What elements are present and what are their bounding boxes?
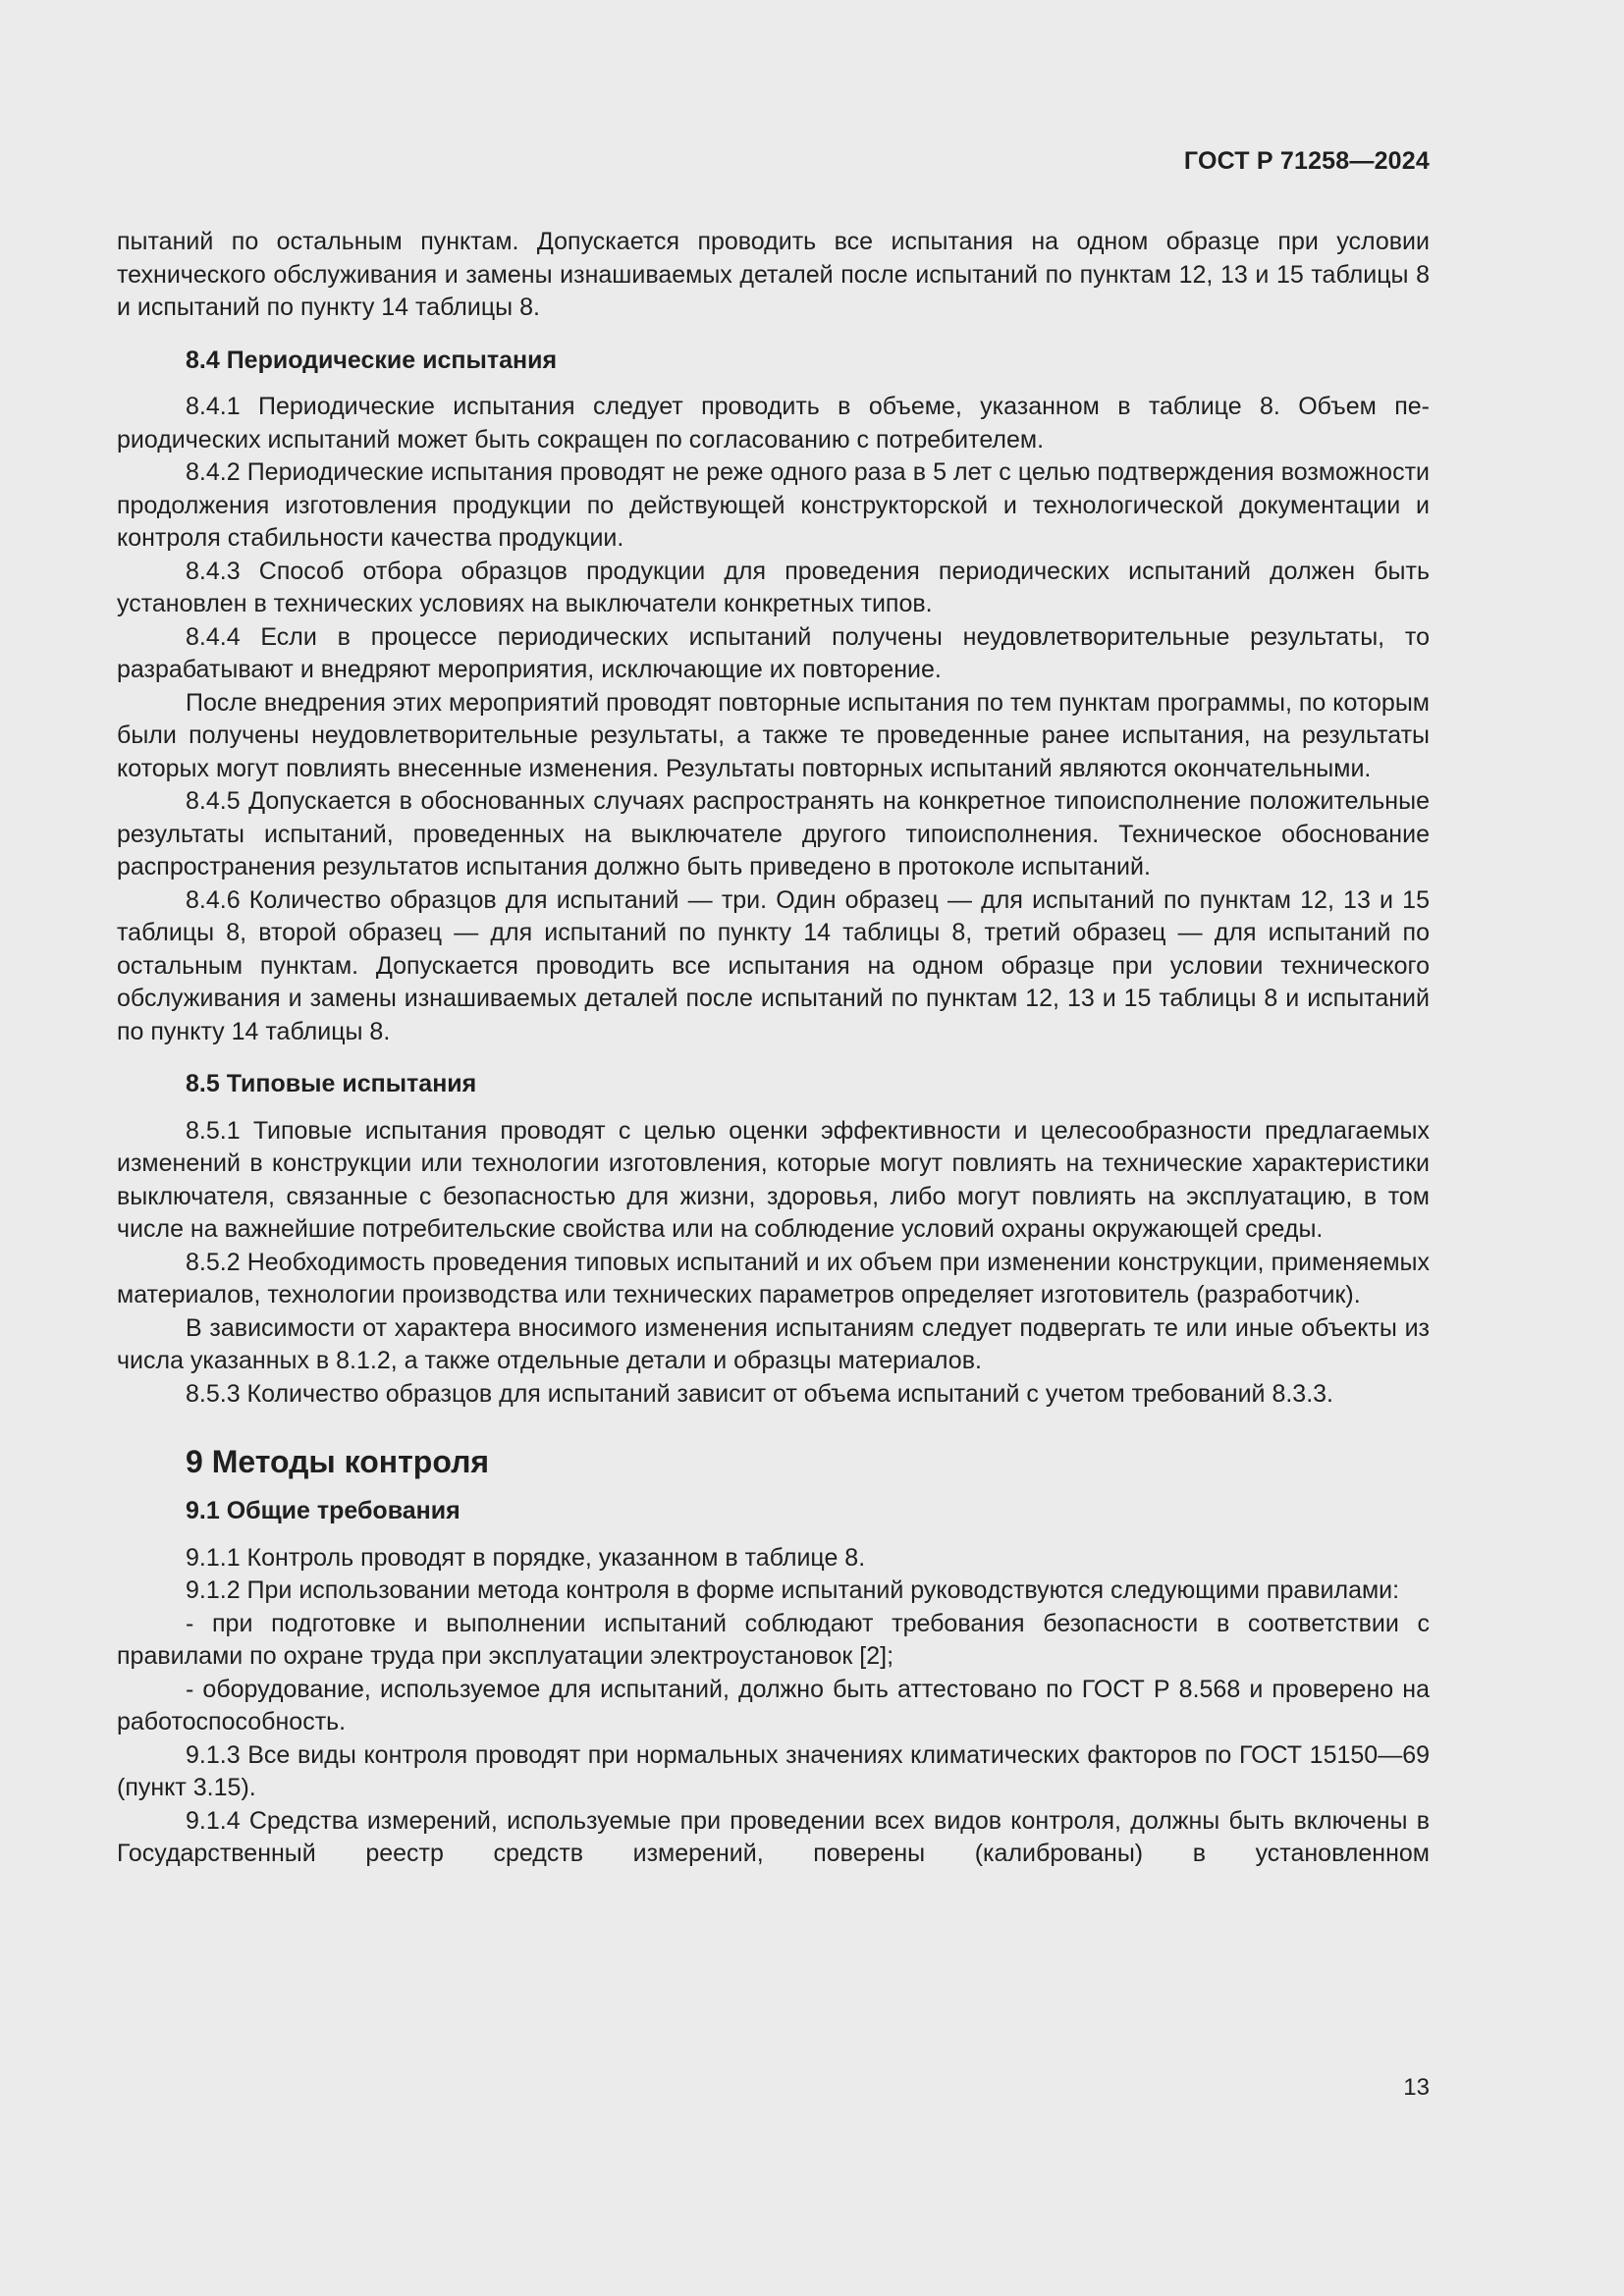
page-content	[117, 226, 1430, 1871]
paragraph-8-4-4-retest: После внедрения этих мероприятий проводят повторные испытания по тем пунктам программы, по которым были получены неудовлетворительные результаты, а также те проведенные ранее испытания, на результаты которых могут повлиять внесенные изменения. Результаты повторных испытаний являются окончательными.	[117, 688, 1430, 782]
paragraph-8-4-2: 8.4.2 Периодические испытания проводят не реже одного раза в 5 лет с целью подтверждения возможности продолжения изготовления продукции по действующей конструкторской и технологической документации и контроля стабильности качества продукции.	[117, 458, 1430, 552]
paragraph-8-5-2: 8.5.2 Необходимость проведения типовых испытаний и их объем при изменении конструкции, применяемых материалов, технологии производства или технических параметров определяет изготовитель (разработчик).	[117, 1248, 1430, 1308]
paragraph-9-1-3: 9.1.3 Все виды контроля проводят при нормальных значениях климатических факторов по ГОСТ 15150—69 (пункт 3.15).	[117, 1740, 1430, 1801]
list-item-safety: - при подготовке и выполнении испытаний соблюдают требования безопасности в соответствии с правилами по охране труда при эксплуатации электроустановок [2];	[117, 1609, 1430, 1670]
list-item-equipment: - оборудование, используемое для испытаний, должно быть аттестовано по ГОСТ Р 8.568 и проверено на работоспособность.	[117, 1675, 1430, 1735]
heading-8-5: 8.5 Типовые испытания	[186, 1070, 477, 1097]
paragraph-8-4-5: 8.4.5 Допускается в обоснованных случаях распространять на конкретное типоисполнение положительные результаты испытаний, проведенных на выключателе другого типоисполнения. Техническое обоснование распространения результатов испытания должно быть приведено в протоколе испытаний.	[117, 787, 1430, 881]
paragraph-9-1-4: 9.1.4 Средства измерений, используемые при проведении всех видов контроля, должны быть включены в Государственный реестр средств измерений, поверены (калиброваны) в установленном	[117, 1806, 1430, 1867]
paragraph-8-4-4: 8.4.4 Если в процессе периодических испытаний получены неудовлетворительные результаты, то разрабатывают и внедряют мероприятия, исключающие их повторение.	[117, 622, 1430, 683]
heading-9: 9 Методы контроля	[186, 1444, 490, 1479]
paragraph-8-4-6: 8.4.6 Количество образцов для испытаний — три. Один образец — для испытаний по пунктам 12, 13 и 15 таблицы 8, второй образец — для испытаний по пункту 14 таблицы 8, третий образец — для испытаний по остальным пунктам. Допускается проводить все испытания на одном образце при условии технического обслуживания и замены изнашиваемых деталей после испытаний по пунктам 12, 13 и 15 таблицы 8 и испытаний по пункту 14 таблицы 8.	[117, 885, 1430, 1045]
paragraph-8-4-1: 8.4.1 Периодические испытания следует проводить в объеме, указанном в таблице 8. Объем периодических испытаний может быть сокращен по согласованию с потребителем.	[117, 393, 1430, 454]
paragraph-9-1-2: 9.1.2 При использовании метода контроля в форме испытаний руководствуются следующими правилами:	[186, 1576, 1400, 1604]
paragraph-8-4-3: 8.4.3 Способ отбора образцов продукции для проведения периодических испытаний должен быть установлен в технических условиях на выключатели конкретных типов.	[117, 557, 1430, 617]
paragraph-8-5-2-objects: В зависимости от характера вносимого изменения испытаниям следует подвергать те или иные объекты из числа указанных в 8.1.2, а также отдельные детали и образцы материалов.	[117, 1313, 1430, 1374]
document-code: ГОСТ Р 71258—2024	[1183, 147, 1430, 175]
paragraph-8-5-3: 8.5.3 Количество образцов для испытаний зависит от объема испытаний с учетом требований 8.3.3.	[186, 1379, 1334, 1408]
paragraph-continuation: пытаний по остальным пунктам. Допускается проводить все испытания на одном образце при условии технического обслуживания и замены изнашиваемых деталей после испытаний по пунктам 12, 13 и 15 таблицы 8 и испытаний по пункту 14 таблицы 8.	[117, 228, 1430, 321]
heading-9-1: 9.1 Общие требования	[186, 1497, 460, 1524]
paragraph-8-5-1: 8.5.1 Типовые испытания проводят с целью оценки эффективности и целесообразности предлагаемых изменений в конструкции или технологии изготовления, которые могут повлиять на технические характеристики выключателя, связанные с безопасностью для жизни, здоровья, либо могут повлиять на эксплуатацию, в том числе на важнейшие потребительские свойства или на соблюдение условий охраны окружающей среды.	[117, 1116, 1430, 1243]
heading-8-4: 8.4 Периодические испытания	[186, 346, 558, 374]
paragraph-9-1-1: 9.1.1 Контроль проводят в порядке, указанном в таблице 8.	[186, 1543, 866, 1572]
page-number: 13	[1403, 2074, 1430, 2101]
